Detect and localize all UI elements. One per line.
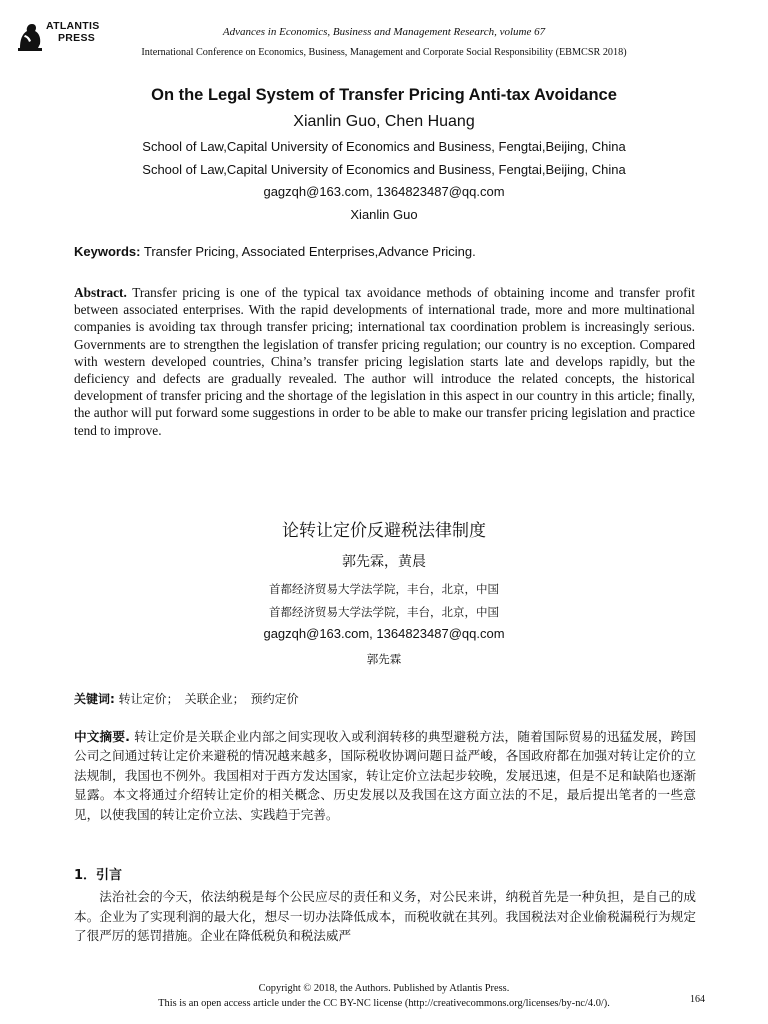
paper-authors: Xianlin Guo, Chen Huang — [293, 113, 475, 130]
chinese-abstract-paragraph — [74, 727, 696, 824]
keywords-label: Keywords: — [74, 244, 141, 259]
section-1-heading: 1．引言 — [74, 868, 123, 883]
chinese-corresponding-author: 郭先霖 — [366, 652, 402, 666]
chinese-title: 论转让定价反避税法律制度 — [282, 521, 486, 541]
keywords-line — [74, 244, 476, 259]
logo-text-atlantis: ATLANTIS — [46, 20, 100, 32]
journal-name: Advances in Economics, Business and Management Research, volume 67 — [222, 26, 546, 38]
affiliation-1: School of Law,Capital University of Economics and Business, Fengtai,Beijing, China — [142, 139, 626, 154]
chinese-affiliation-2: 首都经济贸易大学法学院，丰台，北京，中国 — [269, 605, 499, 619]
chinese-keywords-label: 关键词: — [74, 692, 115, 706]
copyright-notice: Copyright © 2018, the Authors. Published by Atlantis Press. — [258, 983, 510, 994]
license-notice: This is an open access article under the CC BY-NC license (http://creativecommons.org/licenses/by-nc/4.0/). — [158, 998, 610, 1009]
page-number: 164 — [690, 994, 705, 1005]
chinese-emails: gagzqh@163.com, 1364823487@qq.com — [263, 626, 505, 641]
abstract-label: Abstract. — [74, 285, 127, 300]
corresponding-author: Xianlin Guo — [350, 207, 418, 222]
abstract-text: Transfer pricing is one of the typical tax avoidance methods of obtaining income and transfer profit between associated enterprises. With the rapid developments of international trade, more and more multinational companies is avoiding tax through transfer pricing; international tax coordination problem is increasingly serious. Governments are to strengthen the legislation of transfer pricing regulation; our country is no exception. Compared with western developed countries, China’s transfer pricing legislation starts late and develops rapidly, but the deficiency and defects are gradually revealed. The author will introduce the related concepts, the historical development of transfer pricing and the shortage of the legislation in this aspect in our country in this article; finally, the author will put forward some suggestions in order to be able to make our transfer pricing legislation and practice tend to improve. — [74, 285, 695, 438]
chinese-authors: 郭先霖，黄晨 — [342, 554, 426, 570]
paper-title: On the Legal System of Transfer Pricing Anti-tax Avoidance — [151, 86, 617, 104]
affiliation-2: School of Law,Capital University of Economics and Business, Fengtai,Beijing, China — [142, 162, 626, 177]
chinese-keywords-line — [74, 690, 299, 707]
chinese-abstract-text: 转让定价是关联企业内部之间实现收入或利润转移的典型避税方法，随着国际贸易的迅猛发展，跨国公司之间通过转让定价来避税的情况越来越多，国际税收协调问题日益严峻，各国政府都在加强对转让定价的立法规制，我国也不例外。我国相对于西方发达国家，转让定价立法起步较晚，发展迅速，但是不足和缺陷也逐渐显露。本文将通过介绍转让定价的相关概念、历史发展以及我国在这方面立法的不足，最后提出笔者的一些意见，以使我国的转让定价立法、实践趋于完善。 — [74, 729, 696, 822]
logo-text-press: PRESS — [58, 32, 96, 44]
chinese-affiliation-1: 首都经济贸易大学法学院，丰台，北京，中国 — [269, 582, 499, 596]
chinese-keywords-text: 转让定价； 关联企业； 预约定价 — [118, 692, 299, 706]
keywords-text: Transfer Pricing, Associated Enterprises,Advance Pricing. — [143, 244, 476, 259]
chinese-abstract-label: 中文摘要. — [74, 729, 130, 744]
conference-name: International Conference on Economics, Business, Management and Corporate Social Responsibility (EBMCSR 2018) — [141, 47, 627, 58]
abstract-paragraph — [74, 284, 695, 439]
author-emails: gagzqh@163.com, 1364823487@qq.com — [263, 184, 505, 199]
section-1-text: 法治社会的今天，依法纳税是每个公民应尽的责任和义务，对公民来讲，纳税首先是一种负担，是自己的成本。企业为了实现利润的最大化，想尽一切办法降低成本，而税收就在其列。我国税法对企业偷税漏税行为规定了很严厉的惩罚措施。企业在降低税负和税法威严 — [74, 889, 696, 944]
